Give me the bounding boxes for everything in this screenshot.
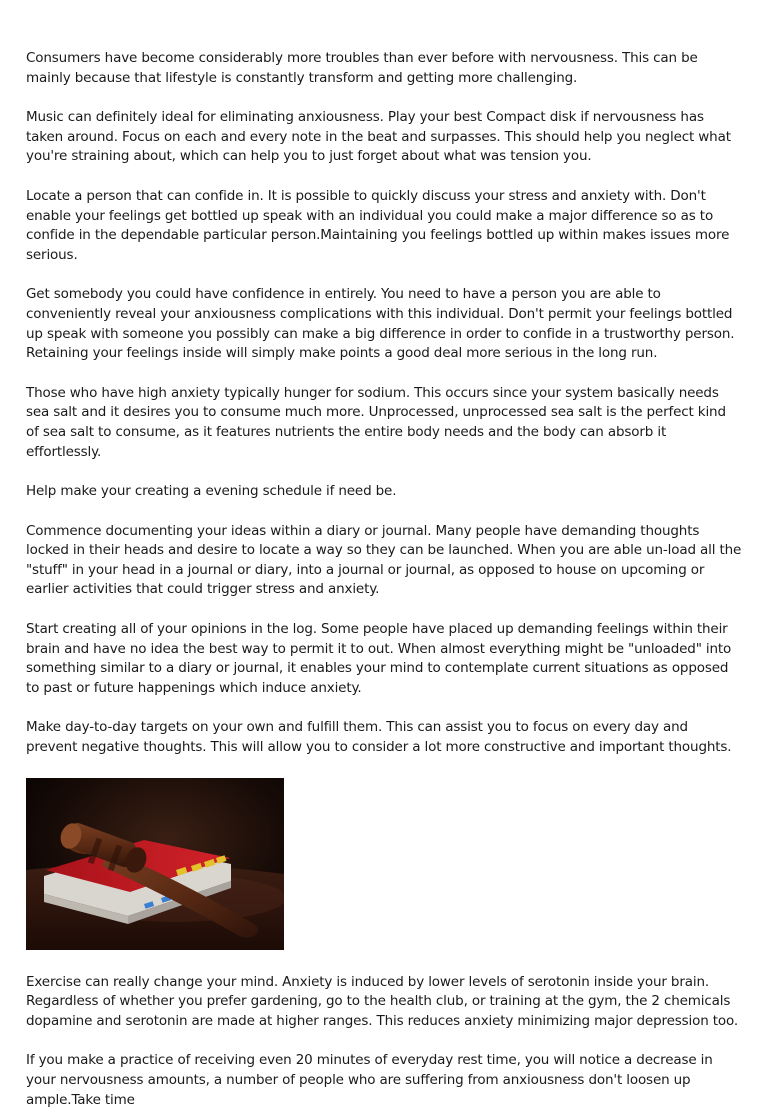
article-body bbox=[26, 49, 742, 1110]
paragraph: Those who have high anxiety typically hunger for sodium. This occurs since your system basically needs sea salt and it desires you to consume much more. Unprocessed, unprocessed sea salt is the perfect kind of sea salt to consume, as it features nutrients the entire body needs and the body can absorb it effortlessly. bbox=[26, 384, 726, 460]
paragraph: Commence documenting your ideas within a diary or journal. Many people have demanding thoughts locked in their heads and desire to locate a way so they can be launched. When you are able un-load all the "stuff" in your head in a journal or diary, into a journal or journal, as opposed to house on upcoming or earlier activities that could trigger stress and anxiety. bbox=[26, 522, 742, 598]
gavel-book-photo bbox=[26, 778, 284, 950]
paragraph: Consumers have become considerably more troubles than ever before with nervousness. This can be mainly because that lifestyle is constantly transform and getting more challenging. bbox=[26, 50, 698, 86]
paragraph: Exercise can really change your mind. Anxiety is induced by lower levels of serotonin inside your brain. Regardless of whether you prefer gardening, go to the health club, or training at the gym, the 2 chemicals dopamine and serotonin are made at higher ranges. This reduces anxiety minimizing major depression too. bbox=[26, 973, 739, 1029]
paragraph: Start creating all of your opinions in the log. Some people have placed up demanding feelings within their brain and have no idea the best way to permit it to out. When almost everything might be "unloaded" into something similar to a diary or journal, it enables your mind to contemplate current situations as opposed to past or future happenings which induce anxiety. bbox=[26, 621, 732, 696]
paragraph: Locate a person that can confide in. It is possible to quickly discuss your stress and anxiety with. Don't enable your feelings get bottled up speak with an individual you could make a major difference so as to confide in the dependable particular person.Maintaining you feelings bottled up within makes issues more serious. bbox=[26, 187, 730, 263]
paragraph: Music can definitely ideal for eliminating anxiousness. Play your best Compact disk if nervousness has taken around. Focus on each and every note in the beat and surpasses. This should help you neglect what you're straining about, which can help you to just forget about what was tension you. bbox=[26, 109, 731, 165]
paragraph: Make day-to-day targets on your own and fulfill them. This can assist you to focus on every day and prevent negative thoughts. This will allow you to consider a lot more constructive and important thoughts. bbox=[26, 719, 732, 756]
paragraph: Get somebody you could have confidence in entirely. You need to have a person you are able to conveniently reveal your anxiousness complications with this individual. Don't permit your feelings bottled up speak with someone you possibly can make a big difference in order to confide in a trustworthy person. Retaining your feelings inside will simply make points a good deal more serious in the long run. bbox=[26, 286, 735, 362]
paragraph: Help make your creating a evening schedule if need be. bbox=[26, 483, 397, 500]
paragraph: If you make a practice of receiving even 20 minutes of everyday rest time, you will notice a decrease in your nervousness amounts, a number of people who are suffering from anxiousness don't loosen up ample.Take time bbox=[26, 1052, 713, 1108]
